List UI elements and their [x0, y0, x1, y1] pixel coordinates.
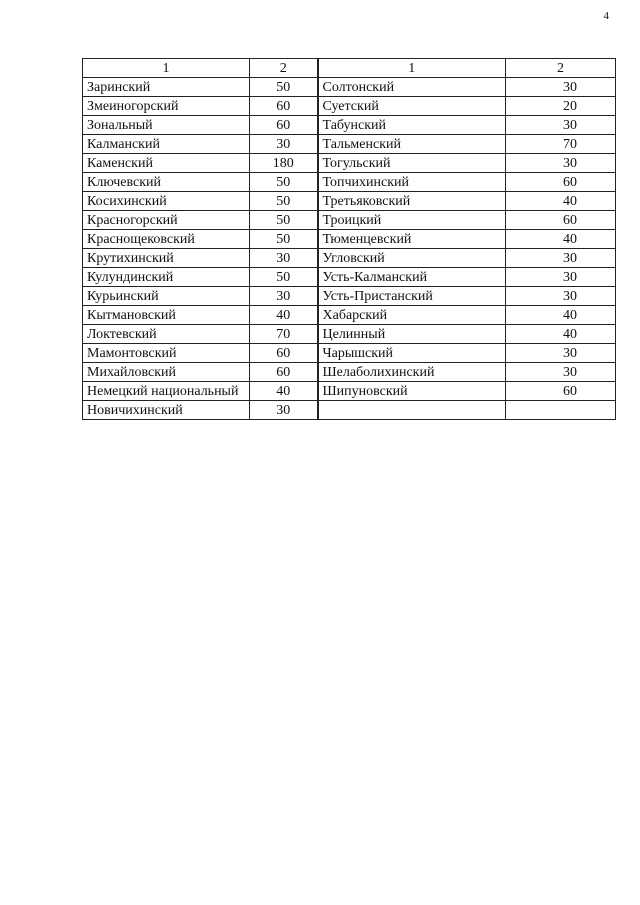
table-row [83, 230, 616, 249]
district-name-left: Краснощековский [83, 230, 250, 249]
district-value-left: 50 [250, 211, 318, 230]
district-name-left: Калманский [83, 135, 250, 154]
district-value-left: 30 [250, 249, 318, 268]
district-value-right: 30 [506, 363, 616, 382]
table-row [83, 268, 616, 287]
district-value-left: 30 [250, 135, 318, 154]
district-value-right: 30 [506, 268, 616, 287]
district-value-left: 70 [250, 325, 318, 344]
district-value-left: 180 [250, 154, 318, 173]
district-name-left: Новичихинский [83, 401, 250, 420]
district-value-right: 30 [506, 116, 616, 135]
column-header-value-left: 2 [250, 59, 318, 78]
table-row [83, 306, 616, 325]
district-name-right: Тюменцевский [318, 230, 506, 249]
district-name-right [318, 401, 506, 420]
district-name-right: Целинный [318, 325, 506, 344]
district-name-right: Топчихинский [318, 173, 506, 192]
table-row [83, 401, 616, 420]
district-value-right: 40 [506, 230, 616, 249]
district-name-left: Крутихинский [83, 249, 250, 268]
table-row [83, 97, 616, 116]
table-row [83, 173, 616, 192]
district-name-right: Усть-Калманский [318, 268, 506, 287]
district-value-left: 50 [250, 268, 318, 287]
district-value-right: 30 [506, 287, 616, 306]
table-body [83, 78, 616, 420]
district-name-left: Мамонтовский [83, 344, 250, 363]
districts-table [82, 58, 616, 420]
district-name-left: Кытмановский [83, 306, 250, 325]
district-name-left: Заринский [83, 78, 250, 97]
district-name-left: Кулундинский [83, 268, 250, 287]
district-value-right: 30 [506, 249, 616, 268]
district-value-right: 20 [506, 97, 616, 116]
table-header-row [83, 59, 616, 78]
table-row [83, 192, 616, 211]
column-header-value-right: 2 [506, 59, 616, 78]
table-row [83, 325, 616, 344]
column-header-name-left: 1 [83, 59, 250, 78]
district-name-right: Угловский [318, 249, 506, 268]
district-value-left: 40 [250, 306, 318, 325]
district-name-left: Немецкий национальный [83, 382, 250, 401]
table-row [83, 78, 616, 97]
district-value-left: 50 [250, 173, 318, 192]
page-number: 4 [603, 10, 609, 22]
district-value-left: 30 [250, 287, 318, 306]
district-value-left: 30 [250, 401, 318, 420]
district-value-right: 30 [506, 78, 616, 97]
district-name-right: Хабарский [318, 306, 506, 325]
district-value-right: 60 [506, 211, 616, 230]
district-name-left: Каменский [83, 154, 250, 173]
district-name-left: Змеиногорский [83, 97, 250, 116]
district-value-left: 50 [250, 230, 318, 249]
district-value-right: 40 [506, 306, 616, 325]
column-header-name-right: 1 [318, 59, 506, 78]
district-name-right: Шипуновский [318, 382, 506, 401]
district-name-left: Косихинский [83, 192, 250, 211]
table-row [83, 249, 616, 268]
district-name-right: Тогульский [318, 154, 506, 173]
district-name-right: Троицкий [318, 211, 506, 230]
district-name-right: Усть-Пристанский [318, 287, 506, 306]
district-value-left: 50 [250, 192, 318, 211]
district-name-right: Солтонский [318, 78, 506, 97]
table-row [83, 287, 616, 306]
district-name-right: Тальменский [318, 135, 506, 154]
district-name-right: Шелаболихинский [318, 363, 506, 382]
district-name-left: Зональный [83, 116, 250, 135]
district-name-left: Локтевский [83, 325, 250, 344]
district-value-left: 60 [250, 363, 318, 382]
district-name-left: Красногорский [83, 211, 250, 230]
district-name-left: Михайловский [83, 363, 250, 382]
district-value-left: 50 [250, 78, 318, 97]
table-row [83, 154, 616, 173]
district-value-right: 40 [506, 192, 616, 211]
district-value-left: 60 [250, 344, 318, 363]
table-row [83, 135, 616, 154]
table-row [83, 211, 616, 230]
district-value-right: 30 [506, 344, 616, 363]
district-value-left: 40 [250, 382, 318, 401]
district-value-right: 70 [506, 135, 616, 154]
district-value-right: 40 [506, 325, 616, 344]
district-value-right: 30 [506, 154, 616, 173]
district-value-right [506, 401, 616, 420]
district-value-right: 60 [506, 382, 616, 401]
district-name-right: Суетский [318, 97, 506, 116]
table-row [83, 363, 616, 382]
district-value-left: 60 [250, 116, 318, 135]
district-value-left: 60 [250, 97, 318, 116]
district-name-right: Чарышский [318, 344, 506, 363]
table-row [83, 344, 616, 363]
district-value-right: 60 [506, 173, 616, 192]
district-name-left: Курьинский [83, 287, 250, 306]
district-name-left: Ключевский [83, 173, 250, 192]
table-row [83, 382, 616, 401]
table-row [83, 116, 616, 135]
district-name-right: Третьяковский [318, 192, 506, 211]
district-name-right: Табунский [318, 116, 506, 135]
